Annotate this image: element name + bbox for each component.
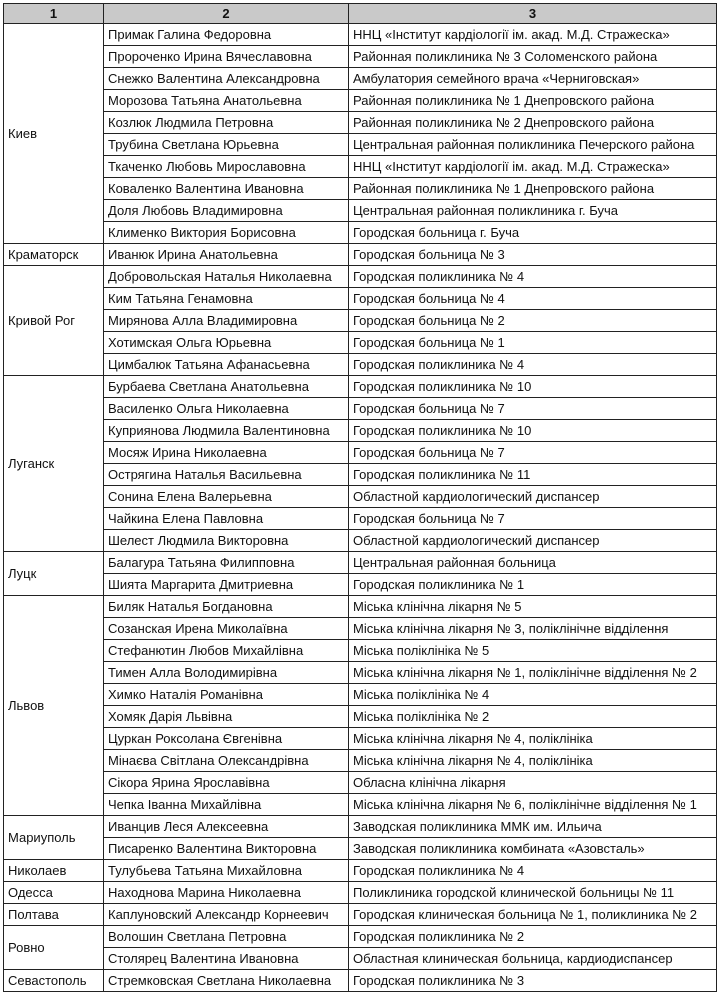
physician-name-cell: Коваленко Валентина Ивановна — [104, 178, 349, 200]
institution-cell: ННЦ «Інститут кардіології ім. акад. М.Д. Стражеска» — [349, 156, 717, 178]
table-row — [4, 222, 717, 244]
city-cell: Полтава — [4, 904, 104, 926]
table-row — [4, 596, 717, 618]
header-row — [4, 4, 717, 24]
physician-name-cell: Козлюк Людмила Петровна — [104, 112, 349, 134]
physician-name-cell: Стефанютин Любов Михайлівна — [104, 640, 349, 662]
physician-name-cell: Добровольская Наталья Николаевна — [104, 266, 349, 288]
physician-name-cell: Волошин Светлана Петровна — [104, 926, 349, 948]
institution-cell: Городская поликлиника № 4 — [349, 354, 717, 376]
table-row — [4, 112, 717, 134]
physician-name-cell: Шията Маргарита Дмитриевна — [104, 574, 349, 596]
table-header — [4, 4, 717, 24]
table-row — [4, 68, 717, 90]
physician-name-cell: Созанская Ирена Миколаївна — [104, 618, 349, 640]
physician-name-cell: Химко Наталія Романівна — [104, 684, 349, 706]
physician-name-cell: Снежко Валентина Александровна — [104, 68, 349, 90]
physician-name-cell: Чайкина Елена Павловна — [104, 508, 349, 530]
city-cell: Мариуполь — [4, 816, 104, 860]
city-cell: Кривой Рог — [4, 266, 104, 376]
institution-cell: Областной кардиологический диспансер — [349, 486, 717, 508]
institution-cell: Амбулатория семейного врача «Черниговская» — [349, 68, 717, 90]
physician-name-cell: Иванцив Леся Алексеевна — [104, 816, 349, 838]
physician-name-cell: Сонина Елена Валерьевна — [104, 486, 349, 508]
institution-cell: ННЦ «Інститут кардіології ім. акад. М.Д. Стражеска» — [349, 24, 717, 46]
table-row — [4, 618, 717, 640]
table-row — [4, 904, 717, 926]
table-row — [4, 552, 717, 574]
physician-name-cell: Морозова Татьяна Анатольевна — [104, 90, 349, 112]
physicians-table — [3, 3, 717, 992]
city-cell: Николаев — [4, 860, 104, 882]
institution-cell: Городская больница г. Буча — [349, 222, 717, 244]
physician-name-cell: Мінаєва Світлана Олександрівна — [104, 750, 349, 772]
physician-name-cell: Мирянова Алла Владимировна — [104, 310, 349, 332]
physician-name-cell: Примак Галина Федоровна — [104, 24, 349, 46]
physician-name-cell: Куприянова Людмила Валентиновна — [104, 420, 349, 442]
physician-name-cell: Шелест Людмила Викторовна — [104, 530, 349, 552]
institution-cell: Городская поликлиника № 10 — [349, 420, 717, 442]
table-row — [4, 156, 717, 178]
physician-name-cell: Василенко Ольга Николаевна — [104, 398, 349, 420]
physician-name-cell: Иванюк Ирина Анатольевна — [104, 244, 349, 266]
table-row — [4, 200, 717, 222]
physician-name-cell: Столярец Валентина Ивановна — [104, 948, 349, 970]
physician-name-cell: Сікора Ярина Ярославівна — [104, 772, 349, 794]
city-cell: Одесса — [4, 882, 104, 904]
institution-cell: Городская поликлиника № 4 — [349, 860, 717, 882]
physician-name-cell: Балагура Татьяна Филипповна — [104, 552, 349, 574]
physician-name-cell: Биляк Наталья Богдановна — [104, 596, 349, 618]
institution-cell: Поликлиника городской клинической больницы № 11 — [349, 882, 717, 904]
institution-cell: Заводская поликлиника ММК им. Ильича — [349, 816, 717, 838]
city-cell: Луцк — [4, 552, 104, 596]
institution-cell: Центральная районная поликлиника Печерского района — [349, 134, 717, 156]
table-row — [4, 662, 717, 684]
institution-cell: Областной кардиологический диспансер — [349, 530, 717, 552]
table-row — [4, 266, 717, 288]
table-row — [4, 706, 717, 728]
table-row — [4, 574, 717, 596]
table-row — [4, 508, 717, 530]
table-row — [4, 46, 717, 68]
institution-cell: Міська клінічна лікарня № 6, поліклінічне відділення № 1 — [349, 794, 717, 816]
table-row — [4, 442, 717, 464]
table-row — [4, 794, 717, 816]
institution-cell: Районная поликлиника № 2 Днепровского района — [349, 112, 717, 134]
institution-cell: Городская больница № 3 — [349, 244, 717, 266]
column-header-institution: 3 — [349, 4, 717, 24]
city-cell: Киев — [4, 24, 104, 244]
city-cell: Луганск — [4, 376, 104, 552]
table-row — [4, 332, 717, 354]
city-cell: Ровно — [4, 926, 104, 970]
table-row — [4, 134, 717, 156]
institution-cell: Міська клінічна лікарня № 1, поліклінічне відділення № 2 — [349, 662, 717, 684]
institution-cell: Городская больница № 7 — [349, 508, 717, 530]
physician-name-cell: Клименко Виктория Борисовна — [104, 222, 349, 244]
table-row — [4, 24, 717, 46]
institution-cell: Городская поликлиника № 1 — [349, 574, 717, 596]
institution-cell: Городская больница № 2 — [349, 310, 717, 332]
institution-cell: Городская поликлиника № 11 — [349, 464, 717, 486]
institution-cell: Городская клиническая больница № 1, поликлиника № 2 — [349, 904, 717, 926]
physician-name-cell: Хомяк Дарія Львівна — [104, 706, 349, 728]
table-row — [4, 860, 717, 882]
city-cell: Львов — [4, 596, 104, 816]
table-row — [4, 90, 717, 112]
institution-cell: Районная поликлиника № 3 Соломенского района — [349, 46, 717, 68]
physician-name-cell: Тимен Алла Володимирівна — [104, 662, 349, 684]
table-row — [4, 530, 717, 552]
table-row — [4, 772, 717, 794]
table-row — [4, 970, 717, 992]
table-row — [4, 376, 717, 398]
table-row — [4, 244, 717, 266]
table-row — [4, 640, 717, 662]
physician-name-cell: Мосяж Ирина Николаевна — [104, 442, 349, 464]
table-row — [4, 464, 717, 486]
city-cell: Севастополь — [4, 970, 104, 992]
institution-cell: Міська клінічна лікарня № 4, поліклініка — [349, 750, 717, 772]
institution-cell: Городская поликлиника № 4 — [349, 266, 717, 288]
table-row — [4, 882, 717, 904]
institution-cell: Міська клінічна лікарня № 3, поліклінічне відділення — [349, 618, 717, 640]
physician-name-cell: Ткаченко Любовь Мирославовна — [104, 156, 349, 178]
table-row — [4, 948, 717, 970]
institution-cell: Городская больница № 7 — [349, 442, 717, 464]
physician-name-cell: Доля Любовь Владимировна — [104, 200, 349, 222]
institution-cell: Городская больница № 4 — [349, 288, 717, 310]
table-row — [4, 684, 717, 706]
physician-name-cell: Хотимская Ольга Юрьевна — [104, 332, 349, 354]
column-header-city: 1 — [4, 4, 104, 24]
table-row — [4, 838, 717, 860]
institution-cell: Міська поліклініка № 2 — [349, 706, 717, 728]
table-row — [4, 178, 717, 200]
institution-cell: Городская больница № 1 — [349, 332, 717, 354]
institution-cell: Центральная районная больница — [349, 552, 717, 574]
table-row — [4, 750, 717, 772]
physician-name-cell: Чепка Іванна Михайлівна — [104, 794, 349, 816]
physician-name-cell: Писаренко Валентина Викторовна — [104, 838, 349, 860]
table-row — [4, 288, 717, 310]
physician-name-cell: Бурбаева Светлана Анатольевна — [104, 376, 349, 398]
institution-cell: Областная клиническая больница, кардиодиспансер — [349, 948, 717, 970]
table-row — [4, 354, 717, 376]
table-row — [4, 420, 717, 442]
physician-name-cell: Стремковская Светлана Николаевна — [104, 970, 349, 992]
city-cell: Краматорск — [4, 244, 104, 266]
physician-name-cell: Трубина Светлана Юрьевна — [104, 134, 349, 156]
institution-cell: Міська поліклініка № 4 — [349, 684, 717, 706]
table-row — [4, 486, 717, 508]
institution-cell: Заводская поликлиника комбината «Азовсталь» — [349, 838, 717, 860]
column-header-name: 2 — [104, 4, 349, 24]
physician-name-cell: Находнова Марина Николаевна — [104, 882, 349, 904]
physician-name-cell: Пророченко Ирина Вячеславовна — [104, 46, 349, 68]
institution-cell: Районная поликлиника № 1 Днепровского района — [349, 178, 717, 200]
table-row — [4, 398, 717, 420]
institution-cell: Городская поликлиника № 10 — [349, 376, 717, 398]
table-row — [4, 310, 717, 332]
table-body — [4, 24, 717, 992]
institution-cell: Районная поликлиника № 1 Днепровского района — [349, 90, 717, 112]
physician-name-cell: Цимбалюк Татьяна Афанасьевна — [104, 354, 349, 376]
institution-cell: Городская поликлиника № 3 — [349, 970, 717, 992]
institution-cell: Городская больница № 7 — [349, 398, 717, 420]
table-row — [4, 926, 717, 948]
institution-cell: Міська клінічна лікарня № 4, поліклініка — [349, 728, 717, 750]
table-row — [4, 728, 717, 750]
institution-cell: Міська поліклініка № 5 — [349, 640, 717, 662]
physician-name-cell: Ким Татьяна Генамовна — [104, 288, 349, 310]
institution-cell: Міська клінічна лікарня № 5 — [349, 596, 717, 618]
institution-cell: Обласна клінічна лікарня — [349, 772, 717, 794]
physician-name-cell: Цуркан Роксолана Євгенівна — [104, 728, 349, 750]
physician-name-cell: Острягина Наталья Васильевна — [104, 464, 349, 486]
physician-name-cell: Каплуновский Александр Корнеевич — [104, 904, 349, 926]
table-row — [4, 816, 717, 838]
institution-cell: Центральная районная поликлиника г. Буча — [349, 200, 717, 222]
institution-cell: Городская поликлиника № 2 — [349, 926, 717, 948]
physician-name-cell: Тулубьева Татьяна Михайловна — [104, 860, 349, 882]
